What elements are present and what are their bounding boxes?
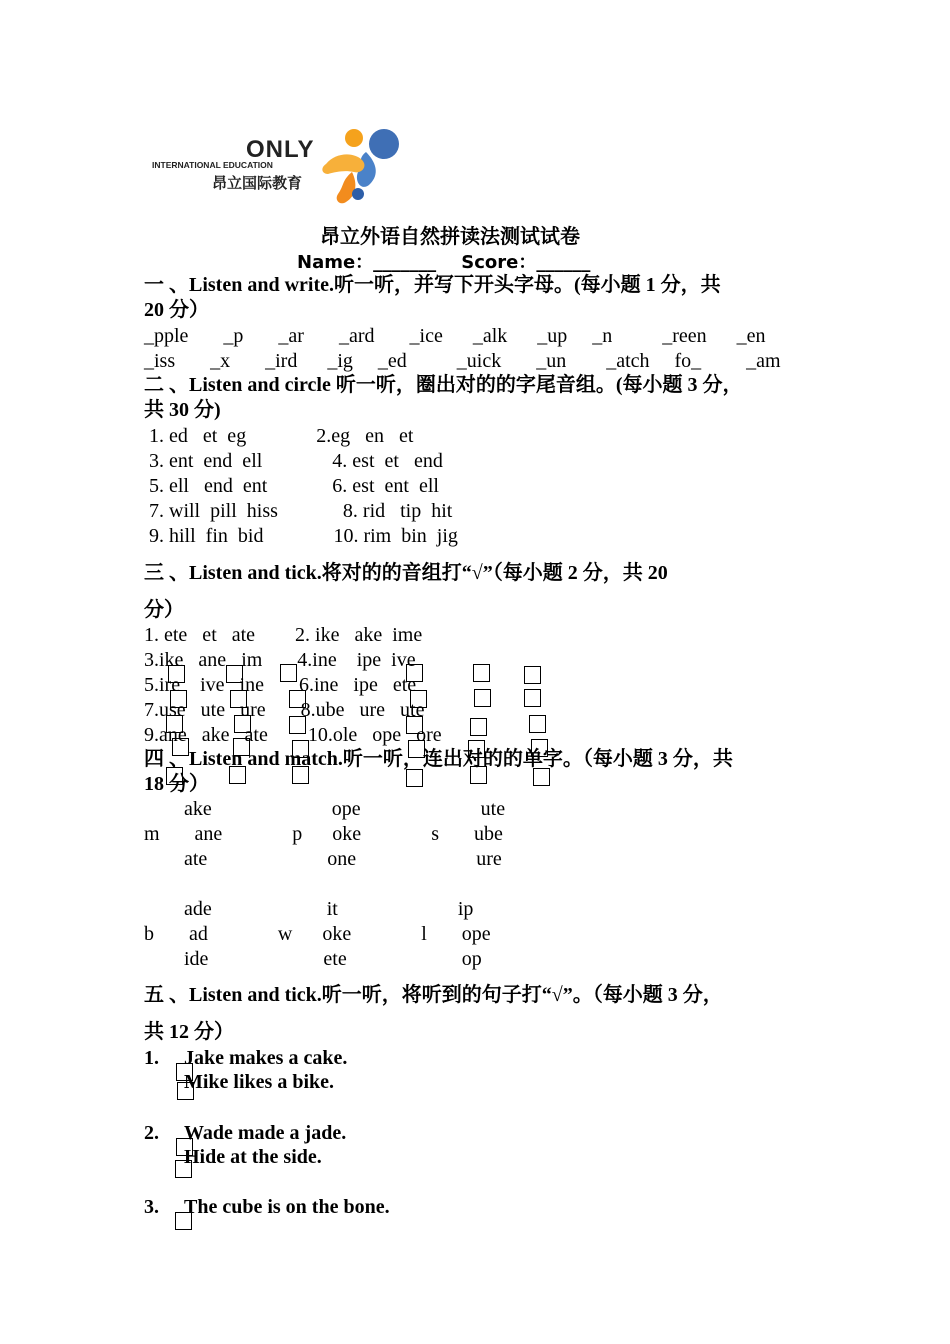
tick-box[interactable] <box>470 766 487 784</box>
tick-box[interactable] <box>226 665 243 683</box>
tick-box[interactable] <box>176 1063 193 1081</box>
tick-box[interactable] <box>292 740 309 758</box>
tick-box[interactable] <box>166 767 183 785</box>
name-score-line: Name：_______ Score：______ <box>297 252 591 273</box>
logo-brand: ONLY <box>246 136 315 163</box>
section3-item: 3.ike ane im 4.ine ipe ive <box>144 649 416 671</box>
tick-box[interactable] <box>468 740 485 758</box>
tick-box[interactable] <box>175 1160 192 1178</box>
sentence-number: 1. <box>144 1047 159 1069</box>
tick-box[interactable] <box>177 1082 194 1100</box>
tick-box[interactable] <box>233 738 250 756</box>
section3-heading-cont: 分） <box>144 599 184 621</box>
tick-box[interactable] <box>474 689 491 707</box>
match-group2-bot: ide ete op <box>144 948 482 970</box>
tick-box[interactable] <box>175 1212 192 1230</box>
section5-heading: 五 、Listen and tick.听一听，将听到的句子打“√”。（每小题 3 分， <box>144 984 723 1006</box>
tick-box[interactable] <box>408 740 425 758</box>
tick-box[interactable] <box>470 718 487 736</box>
section3-item: 5.ire ive ine 6.ine ipe ete <box>144 674 417 696</box>
section3-item: 7.use ute ure 8.ube ure ute <box>144 699 425 721</box>
sentence-number: 3. <box>144 1196 159 1218</box>
section5-heading-cont: 共 12 分） <box>144 1021 234 1043</box>
tick-box[interactable] <box>533 768 550 786</box>
section3-heading: 三 、Listen and tick.将对的的音组打“√”（每小题 2 分，共 20 <box>144 562 668 584</box>
sentence-option: Mike likes a bike. <box>184 1071 335 1093</box>
logo-chinese: 昂立国际教育 <box>212 175 303 192</box>
tick-box[interactable] <box>172 738 189 756</box>
tick-box[interactable] <box>229 766 246 784</box>
tick-box[interactable] <box>234 715 251 733</box>
tick-box[interactable] <box>524 666 541 684</box>
section2-item: 1. ed et eg 2.eg en et <box>144 425 414 447</box>
section4-heading: 四 、Listen and match.听一听，连出对的的单字。（每小题 3 分，共 <box>144 748 733 770</box>
tick-box[interactable] <box>529 715 546 733</box>
tick-box[interactable] <box>531 739 548 757</box>
tick-box[interactable] <box>406 769 423 787</box>
tick-box[interactable] <box>176 1138 193 1156</box>
section2-item: 7. will pill hiss 8. rid tip hit <box>144 500 453 522</box>
match-group1-top: ake ope ute <box>144 798 506 820</box>
section1-heading: 一 、Listen and write.听一听，并写下开头字母。(每小题 1 分，共 <box>144 274 721 296</box>
section1-row1: _pple _p _ar _ard _ice _alk _up _n _reen _en <box>144 325 766 347</box>
section2-heading-cont: 共 30 分) <box>144 399 221 421</box>
tick-box[interactable] <box>406 664 423 682</box>
tick-box[interactable] <box>410 690 427 708</box>
sentence-option: Jake makes a cake. <box>184 1047 348 1069</box>
section2-item: 5. ell end ent 6. est ent ell <box>144 475 439 497</box>
sentence-option: Wade made a jade. <box>184 1122 347 1144</box>
section2-item: 9. hill fin bid 10. rim bin jig <box>144 525 458 547</box>
tick-box[interactable] <box>524 689 541 707</box>
tick-box[interactable] <box>473 664 490 682</box>
section1-heading-cont: 20 分） <box>144 299 209 321</box>
section1-row2: _iss _x _ird _ig _ed _uick _un _atch fo_ _am <box>144 350 781 372</box>
logo-mark <box>318 122 404 208</box>
sentence-option: Hide at the side. <box>184 1146 322 1168</box>
match-group2-mid: b ad w oke l ope <box>144 923 491 945</box>
tick-box[interactable] <box>289 716 306 734</box>
section3-item: 9.ane ake ate 10.ole ope ore <box>144 724 442 746</box>
match-group1-mid: m ane p oke s ube <box>144 823 503 845</box>
tick-box[interactable] <box>406 716 423 734</box>
section4-heading-cont: 18 分） <box>144 773 209 795</box>
match-group2-top: ade it ip <box>144 898 474 920</box>
logo-subtitle: INTERNATIONAL EDUCATION <box>152 160 273 170</box>
sentence-option: The cube is on the bone. <box>184 1196 390 1218</box>
match-group1-bot: ate one ure <box>144 848 502 870</box>
tick-box[interactable] <box>289 690 306 708</box>
tick-box[interactable] <box>230 690 247 708</box>
section2-heading: 二 、Listen and circle 听一听，圈出对的的字尾音组。(每小题 3 分， <box>144 374 743 396</box>
section2-item: 3. ent end ell 4. est et end <box>144 450 443 472</box>
tick-box[interactable] <box>166 715 183 733</box>
sentence-number: 2. <box>144 1122 159 1144</box>
page-title: 昂立外语自然拼读法测试试卷 <box>320 224 580 248</box>
tick-box[interactable] <box>168 665 185 683</box>
section3-item: 1. ete et ate 2. ike ake ime <box>144 624 423 646</box>
tick-box[interactable] <box>292 766 309 784</box>
tick-box[interactable] <box>280 664 297 682</box>
tick-box[interactable] <box>170 690 187 708</box>
